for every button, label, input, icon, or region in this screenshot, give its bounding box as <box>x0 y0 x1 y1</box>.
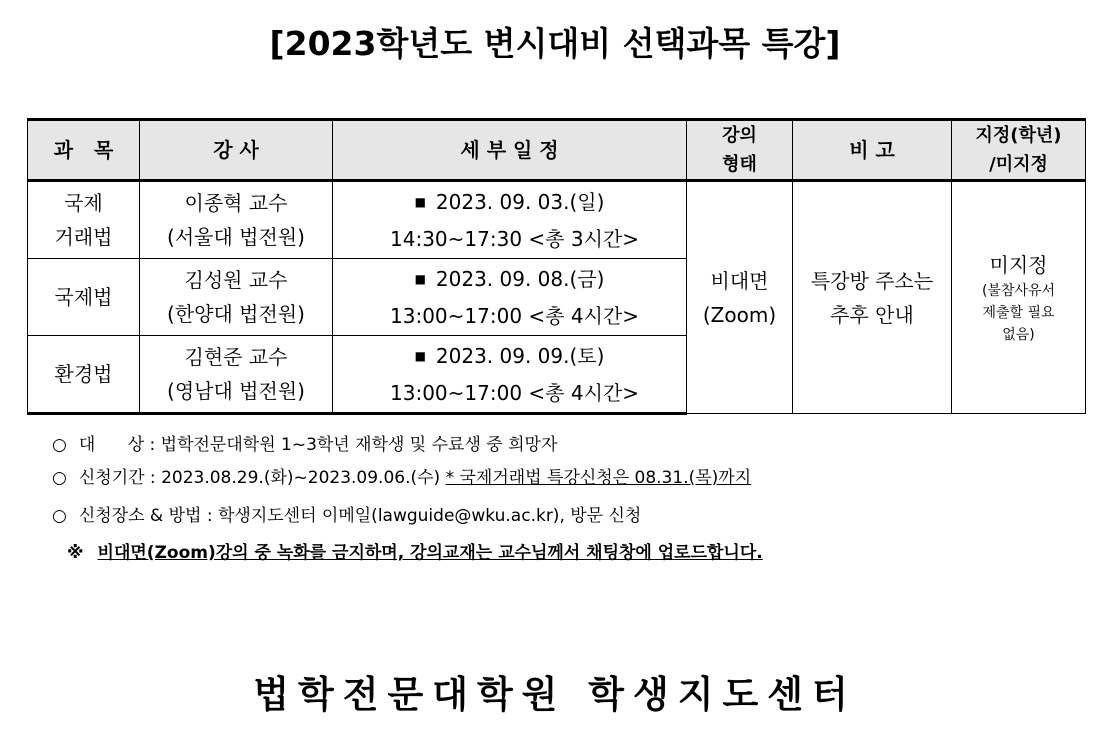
lecturer-cell <box>140 259 333 336</box>
info-period-text: 2023.08.29.(화)~2023.09.06.(수) <box>161 468 441 488</box>
schedule-date-text: 2023. 09. 08.(금) <box>435 266 605 291</box>
header-lecturer: 강 사 <box>140 120 333 181</box>
notice <box>67 538 763 563</box>
subject-cell: 국제법 <box>28 259 140 336</box>
lecturer-affiliation: (영남대 법전원) <box>167 379 305 403</box>
schedule-cell <box>333 181 687 259</box>
circle-bullet-icon: ○ <box>52 435 67 455</box>
designation-cell <box>952 181 1086 414</box>
lecturer-name: 김현준 교수 <box>184 345 288 369</box>
header-remarks: 비 고 <box>793 120 952 181</box>
schedule-date <box>333 185 686 222</box>
circle-bullet-icon: ○ <box>52 506 67 526</box>
header-designation-line2: /미지정 <box>989 154 1048 175</box>
info-method <box>52 501 641 526</box>
designation-sub3: 없음) <box>1002 326 1035 343</box>
circle-bullet-icon: ○ <box>52 468 67 488</box>
schedule-date-text: 2023. 09. 09.(토) <box>435 343 605 368</box>
remarks-line2: 추후 안내 <box>830 302 914 327</box>
designation-main: 미지정 <box>989 252 1048 277</box>
format-line2: (Zoom) <box>702 302 777 327</box>
info-target-label: 대 상 : <box>78 435 156 455</box>
remarks-line1: 특강방 주소는 <box>810 268 934 293</box>
notice-text: 비대면(Zoom)강의 중 녹화를 금지하며, 강의교재는 교수님께서 채팅창에 업로드합니다. <box>97 543 763 563</box>
lecturer-name: 김성원 교수 <box>184 268 288 292</box>
schedule-table <box>27 118 1086 415</box>
designation-sub2: 제출할 필요 <box>982 304 1055 321</box>
info-method-text: 학생지도센터 이메일(lawguide@wku.ac.kr), 방문 신청 <box>217 506 642 526</box>
info-target <box>52 430 557 455</box>
reference-mark-icon: ※ <box>67 543 84 563</box>
page-title: [2023학년도 변시대비 선택과목 특강] <box>269 24 841 63</box>
square-bullet-icon: ■ <box>414 194 426 209</box>
header-format <box>687 120 793 181</box>
square-bullet-icon: ■ <box>414 348 426 363</box>
info-period <box>52 463 751 488</box>
square-bullet-icon: ■ <box>414 271 426 286</box>
header-subject: 과 목 <box>28 120 140 181</box>
info-period-note: * 국제거래법 특강신청은 08.31.(목)까지 <box>445 468 752 488</box>
schedule-date-text: 2023. 09. 03.(일) <box>435 189 605 214</box>
format-line1: 비대면 <box>710 268 769 293</box>
info-period-label: 신청기간 : <box>78 468 156 488</box>
table-header-row <box>28 120 1086 181</box>
info-target-text: 법학전문대학원 1~3학년 재학생 및 수료생 중 희망자 <box>160 435 558 455</box>
schedule-date <box>333 262 686 299</box>
lecturer-cell <box>140 336 333 414</box>
schedule-cell <box>333 259 687 336</box>
schedule-time: 13:00~17:00 <총 4시간> <box>390 303 639 328</box>
info-method-label: 신청장소 & 방법 : <box>78 506 213 526</box>
footer-organization: 법학전문대학원 학생지도센터 <box>253 673 857 716</box>
schedule-cell <box>333 336 687 414</box>
designation-sub1: (불참사유서 <box>981 282 1056 299</box>
lecturer-name: 이종혁 교수 <box>184 191 288 215</box>
header-format-line2: 형태 <box>722 154 757 175</box>
remarks-cell <box>793 181 952 414</box>
schedule-time: 13:00~17:00 <총 4시간> <box>390 380 639 405</box>
schedule-date <box>333 339 686 376</box>
schedule-time: 14:30~17:30 <총 3시간> <box>390 226 639 251</box>
lecturer-affiliation: (한양대 법전원) <box>167 302 305 326</box>
header-designation-line1: 지정(학년) <box>975 125 1062 146</box>
header-designation <box>952 120 1086 181</box>
header-format-line1: 강의 <box>722 125 757 146</box>
header-schedule: 세 부 일 정 <box>333 120 687 181</box>
format-cell <box>687 181 793 414</box>
lecturer-cell <box>140 181 333 259</box>
subject-cell: 국제 거래법 <box>28 181 140 259</box>
subject-cell: 환경법 <box>28 336 140 414</box>
lecturer-affiliation: (서울대 법전원) <box>167 225 305 249</box>
table-row <box>28 181 1086 259</box>
